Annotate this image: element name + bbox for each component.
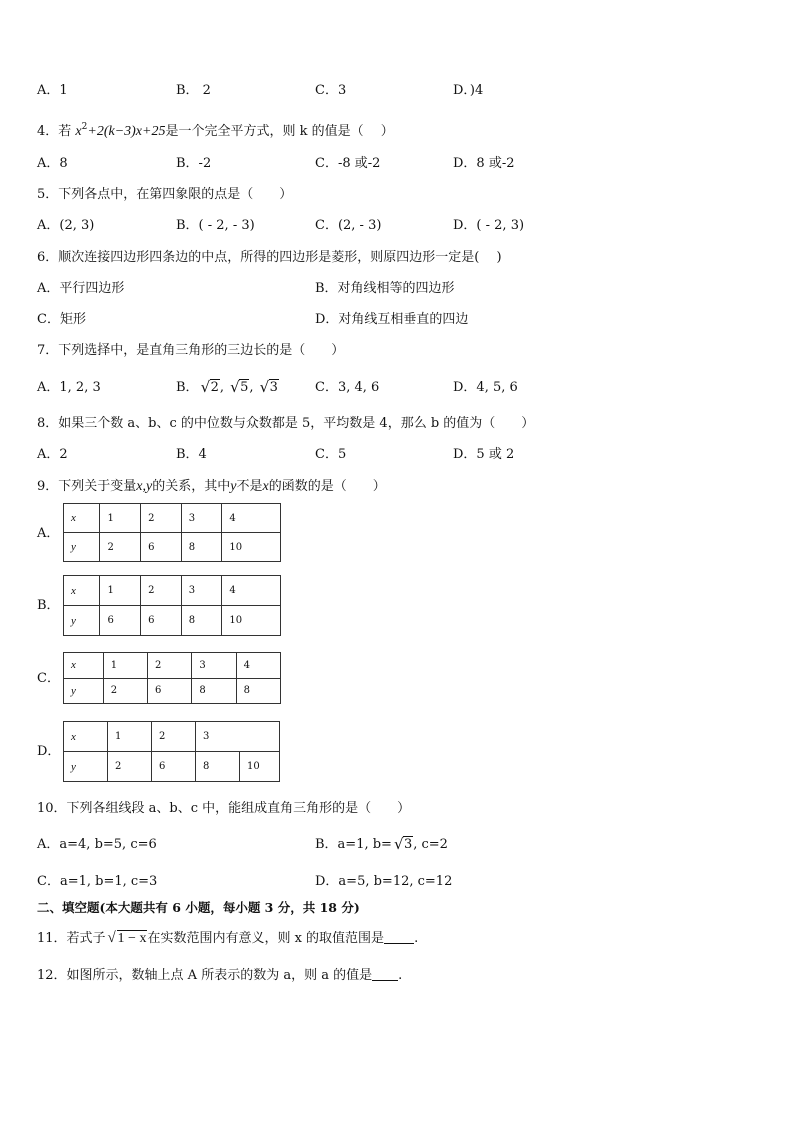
sqrt-3: √ 3 <box>259 378 278 396</box>
table-cell: 8 <box>181 533 222 562</box>
q10-option-b <box>315 836 448 854</box>
sqrt-expression: √ 1 − x <box>107 930 147 946</box>
table-cell: 6 <box>141 533 182 562</box>
radicand: 5 <box>240 380 249 395</box>
table-cell: 2 <box>152 722 196 752</box>
q6-option-b: B．对角线相等的四边形 <box>315 281 455 296</box>
q10-option-d: D．a=5, b=12, c=12 <box>315 874 453 889</box>
table-cell: 8 <box>181 606 222 636</box>
q4-option-b: B．-2 <box>176 156 212 171</box>
q9-vars: x,y <box>136 479 153 494</box>
q7-option-a: A．1, 2, 3 <box>37 380 101 395</box>
answer-blank[interactable] <box>384 931 414 944</box>
q9-var-y: y <box>230 479 237 494</box>
table-cell: 8 <box>236 678 280 704</box>
table-cell: 4 <box>236 653 280 679</box>
q10-stem: 10．下列各组线段 a、b、c 中，能组成直角三角形的是（ ） <box>37 801 411 816</box>
table-cell: 1 <box>108 722 152 752</box>
table-row <box>64 504 281 533</box>
table-cell: 4 <box>222 504 281 533</box>
q4-math-rest: +2(k−3)x+25 <box>87 124 166 139</box>
q11-stem <box>37 930 418 948</box>
q7-option-c: C．3, 4, 6 <box>315 380 380 395</box>
sqrt-2: √ 2 <box>200 378 219 396</box>
q5-option-d: D．( - 2, 3) <box>453 218 525 233</box>
q9-var-x: x <box>262 479 269 494</box>
sqrt-3: √ 3 <box>393 835 413 853</box>
table-cell: 4 <box>222 576 281 606</box>
q9-mid: 的关系，其中 <box>152 479 231 494</box>
q7-stem: 7．下列选择中，是直角三角形的三边长的是（ ） <box>37 343 345 358</box>
q9-table-b <box>63 575 281 636</box>
q9-label-c: C． <box>37 671 60 686</box>
table-row <box>64 678 281 704</box>
q7-option-d: D．4, 5, 6 <box>453 380 518 395</box>
table-cell: 2 <box>148 653 192 679</box>
table-cell: 3 <box>196 722 280 752</box>
answer-blank[interactable] <box>372 968 398 981</box>
q4-suffix: 是一个完全平方式，则 k 的值是（ ） <box>165 124 394 139</box>
table-cell: 2 <box>108 752 152 782</box>
q8-option-b: B．4 <box>176 447 207 462</box>
q6-option-c: C．矩形 <box>37 312 86 327</box>
radicand: 3 <box>403 837 413 852</box>
q8-option-c: C．5 <box>315 447 347 462</box>
q9-table-a <box>63 503 281 562</box>
q10-option-a: A．a=4, b=5, c=6 <box>37 837 157 852</box>
q9-label-d: D． <box>37 744 61 759</box>
q5-option-c: C．(2, - 3) <box>315 218 382 233</box>
q8-option-d: D．5 或 2 <box>453 447 515 462</box>
q4-math-x: x <box>75 124 82 139</box>
q9-stem <box>37 478 386 496</box>
table-cell: x <box>64 653 104 679</box>
q8-stem: 8．如果三个数 a、b、c 的中位数与众数都是 5，平均数是 4，那么 b 的值为（ ） <box>37 416 535 431</box>
table-cell: y <box>64 606 100 636</box>
table-cell: x <box>64 504 100 533</box>
q6-option-a: A．平行四边形 <box>37 281 125 296</box>
q11-suffix: 在实数范围内有意义，则 x 的取值范围是 <box>147 931 385 946</box>
table-cell: 2 <box>100 533 141 562</box>
table-cell: x <box>64 722 108 752</box>
radicand: 1 − x <box>117 931 147 946</box>
sqrt-5: √ 5 <box>230 378 249 396</box>
table-cell: 10 <box>222 533 281 562</box>
q4-option-c: C．-8 或-2 <box>315 156 381 171</box>
q3-option-a: A．1 <box>37 83 68 98</box>
q4-stem <box>37 118 394 141</box>
table-cell: 10 <box>240 752 280 782</box>
q12-end: . <box>398 968 403 983</box>
table-row <box>64 576 281 606</box>
q9-table-c <box>63 652 281 704</box>
q3-option-b: B． 2 <box>176 83 211 98</box>
q8-option-a: A．2 <box>37 447 68 462</box>
table-row <box>64 533 281 562</box>
table-cell: 3 <box>181 504 222 533</box>
table-cell: 1 <box>100 504 141 533</box>
q10-option-c: C．a=1, b=1, c=3 <box>37 874 158 889</box>
table-cell: 6 <box>100 606 141 636</box>
q4-number: 4．若 <box>37 124 72 139</box>
q4-option-a: A．8 <box>37 156 68 171</box>
table-cell: x <box>64 576 100 606</box>
q6-option-d: D．对角线互相垂直的四边 <box>315 312 469 327</box>
q12-stem <box>37 967 402 985</box>
q3-option-c: C．3 <box>315 83 347 98</box>
table-row <box>64 606 281 636</box>
table-cell: 2 <box>141 576 182 606</box>
q4-option-d: D．8 或-2 <box>453 156 515 171</box>
table-cell: y <box>64 678 104 704</box>
table-cell: 8 <box>196 752 240 782</box>
q5-option-a: A．(2, 3) <box>37 218 95 233</box>
q3-option-d: D．)4 <box>453 83 484 98</box>
radicand: 3 <box>269 380 278 395</box>
table-cell: 6 <box>141 606 182 636</box>
table-cell: 1 <box>103 653 147 679</box>
table-cell: 2 <box>141 504 182 533</box>
table-cell: 8 <box>192 678 236 704</box>
table-cell: 1 <box>100 576 141 606</box>
table-cell: 6 <box>152 752 196 782</box>
q4-math-exponent: 2 <box>81 122 88 132</box>
q5-option-b: B．( - 2, - 3) <box>176 218 255 233</box>
section-heading: 二、填空题(本大题共有 6 小题，每小题 3 分，共 18 分) <box>37 900 360 915</box>
q9-label-b: B． <box>37 598 60 613</box>
table-cell: y <box>64 752 108 782</box>
q9-table-d <box>63 721 280 782</box>
table-cell: 3 <box>181 576 222 606</box>
q12-text: 12．如图所示，数轴上点 A 所表示的数为 a，则 a 的值是 <box>37 968 373 983</box>
radicand: 2 <box>210 380 219 395</box>
table-row <box>64 722 280 752</box>
q11-prefix: 11．若式子 <box>37 931 106 946</box>
q11-end: . <box>414 931 419 946</box>
q5-stem: 5．下列各点中，在第四象限的点是（ ） <box>37 187 293 202</box>
q10-option-b-prefix: B．a=1, b= <box>315 837 392 852</box>
table-cell: 3 <box>192 653 236 679</box>
table-cell: 2 <box>103 678 147 704</box>
q7-option-b: B． √ 2, √ 5, √ 3 <box>176 378 278 396</box>
q10-option-b-suffix: , c=2 <box>413 837 448 852</box>
q7-option-b-label: B． <box>176 380 199 395</box>
q9-prefix: 9．下列关于变量 <box>37 479 137 494</box>
q9-suffix: 的函数的是（ ） <box>268 479 386 494</box>
q9-label-a: A． <box>37 526 60 541</box>
table-row <box>64 752 280 782</box>
table-row <box>64 653 281 679</box>
q6-stem: 6．顺次连接四边形四条边的中点，所得的四边形是菱形，则原四边形一定是( ) <box>37 250 502 265</box>
table-cell: 10 <box>222 606 281 636</box>
table-cell: 6 <box>148 678 192 704</box>
table-cell: y <box>64 533 100 562</box>
q9-mid2: 不是 <box>236 479 263 494</box>
